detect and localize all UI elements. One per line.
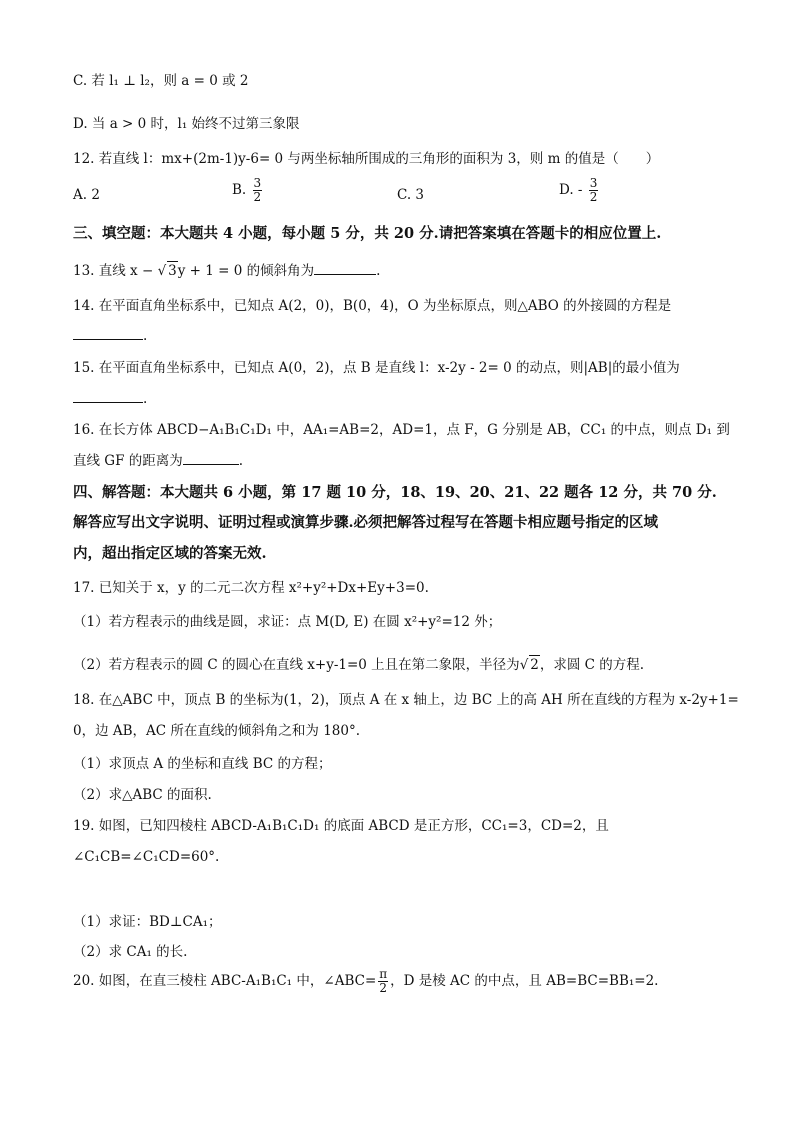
q17-2-sqrt-value: 2 — [530, 657, 539, 673]
q15-end: . — [143, 391, 148, 407]
q13-end: . — [376, 263, 381, 279]
q13-sqrt-value: 3 — [168, 263, 177, 279]
q12-option-d-label: D. - — [559, 182, 583, 198]
question-14-text: 14. 在平面直角坐标系中，已知点 A(2，0)，B(0，4)，O 为坐标原点，则△ABO 的外接圆的方程是 — [73, 298, 672, 314]
question-15-answer-line — [73, 390, 147, 408]
section-4-heading-line-3: 内，超出指定区域的答案无效. — [73, 545, 267, 562]
question-18-line-2: 0，边 AB，AC 所在直线的倾斜角之和为 180°. — [73, 723, 361, 739]
question-16-line-1: 16. 在长方体 ABCD−A₁B₁C₁D₁ 中，AA₁=AB=2，AD=1，点 F，G 分别是 AB，CC₁ 的中点，则点 D₁ 到 — [73, 422, 730, 438]
q13-prefix: 13. 直线 x − — [73, 263, 158, 279]
question-17-part-2 — [73, 655, 644, 674]
q14-end: . — [143, 328, 148, 344]
question-13 — [73, 261, 380, 280]
fraction-numerator: π — [379, 967, 388, 981]
question-18-part-1: （1）求顶点 A 的坐标和直线 BC 的方程； — [73, 756, 332, 772]
answer-blank — [73, 390, 143, 403]
question-16-line-2 — [73, 452, 243, 470]
question-19-part-2: （2）求 CA₁ 的长. — [73, 944, 188, 960]
q12-option-b — [232, 177, 264, 204]
q16-end: . — [238, 453, 244, 469]
q20-prefix: 20. 如图，在直三棱柱 ABC-A₁B₁C₁ 中，∠ABC= — [73, 973, 377, 989]
section-3-heading: 三、填空题：本大题共 4 小题，每小题 5 分，共 20 分.请把答案填在答题卡的相应位置上. — [73, 225, 662, 242]
answer-blank — [314, 262, 376, 275]
question-18-line-1: 18. 在△ABC 中，顶点 B 的坐标为(1，2)，顶点 A 在 x 轴上，边 BC 上的高 AH 所在直线的方程为 x-2y+1= — [73, 692, 739, 708]
q20-fraction — [378, 968, 388, 995]
q17-2-prefix: （2）若方程表示的圆 C 的圆心在直线 x+y-1=0 上且在第二象限，半径为 — [73, 657, 520, 673]
answer-blank — [183, 452, 239, 465]
option-d-line: D. 当 a > 0 时，l₁ 始终不过第三象限 — [73, 116, 300, 132]
fraction-denominator: 2 — [379, 981, 388, 995]
question-14-answer-line — [73, 327, 147, 345]
q12-option-d-fraction — [589, 177, 599, 204]
q20-suffix: ，D 是棱 AC 的中点，且 AB=BC=BB₁=2. — [390, 973, 659, 989]
fraction-denominator: 2 — [253, 190, 262, 204]
q12-option-c: C. 3 — [397, 187, 425, 203]
section-4-heading-line-2: 解答应写出文字说明、证明过程或演算步骤.必须把解答过程写在答题卡相应题号指定的区域 — [73, 514, 659, 531]
question-20 — [73, 968, 658, 995]
sqrt-symbol: √ — [157, 263, 167, 279]
q13-suffix: y + 1 = 0 的倾斜角为 — [177, 263, 315, 279]
option-c-line: C. 若 l₁ ⊥ l₂，则 a = 0 或 2 — [73, 73, 249, 89]
fraction-numerator: 3 — [589, 176, 598, 190]
sqrt-symbol: √ — [519, 657, 529, 673]
q17-2-suffix: ，求圆 C 的方程. — [539, 657, 645, 673]
q12-option-d — [559, 177, 600, 204]
question-17-part-1: （1）若方程表示的曲线是圆，求证：点 M(D, E) 在圆 x²+y²=12 外； — [73, 614, 502, 630]
question-17-text: 17. 已知关于 x，y 的二元二次方程 x²+y²+Dx+Ey+3=0. — [73, 580, 429, 596]
question-18-part-2: （2）求△ABC 的面积. — [73, 787, 212, 803]
question-19-part-1: （1）求证：BD⊥CA₁； — [73, 914, 222, 930]
question-19-line-2: ∠C₁CB=∠C₁CD=60°. — [73, 849, 220, 865]
answer-blank — [73, 327, 143, 340]
question-15-text: 15. 在平面直角坐标系中，已知点 A(0，2)，点 B 是直线 l：x-2y - 2= 0 的动点，则|AB|的最小值为 — [73, 360, 680, 376]
question-12-text: 12. 若直线 l：mx+(2m-1)y-6= 0 与两坐标轴所围成的三角形的面积为 3，则 m 的值是（ ） — [73, 151, 660, 167]
q12-option-b-fraction — [253, 177, 263, 204]
q12-option-a: A. 2 — [73, 187, 100, 203]
question-19-line-1: 19. 如图，已知四棱柱 ABCD-A₁B₁C₁D₁ 的底面 ABCD 是正方形，CC₁=3，CD=2，且 — [73, 818, 609, 834]
q16-text: 直线 GF 的距离为 — [73, 453, 183, 469]
fraction-denominator: 2 — [589, 190, 598, 204]
fraction-numerator: 3 — [253, 176, 262, 190]
q12-option-b-label: B. — [232, 182, 247, 198]
section-4-heading-line-1: 四、解答题：本大题共 6 小题，第 17 题 10 分，18、19、20、21、22 题各 12 分，共 70 分. — [73, 484, 717, 501]
